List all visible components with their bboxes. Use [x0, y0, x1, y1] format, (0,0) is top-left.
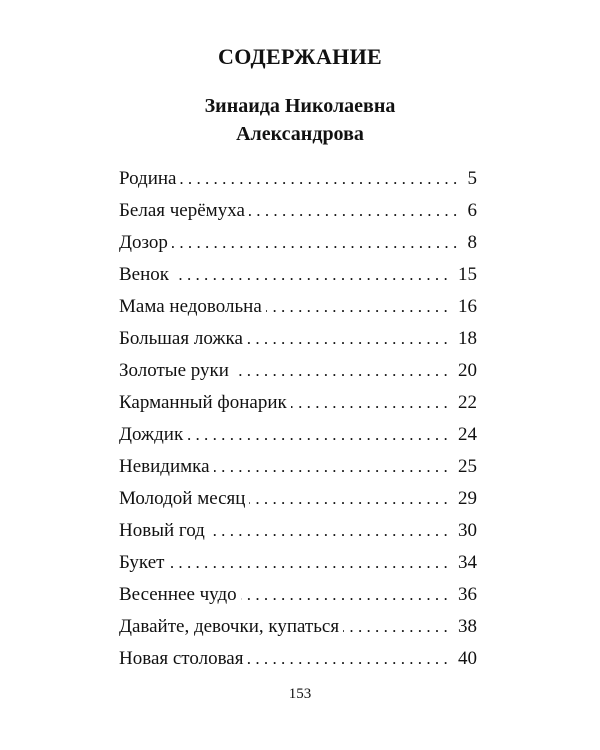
toc-entry-page: 24 [458, 424, 477, 445]
toc-entry [119, 227, 477, 259]
toc-dot-leader [241, 579, 452, 611]
toc-entry-title: Большая ложка [119, 328, 243, 349]
toc-entry-title: Венок [119, 264, 170, 285]
toc-dot-leader [172, 227, 462, 259]
toc-entry-title: Дождик [119, 424, 184, 445]
toc-entry-title: Невидимка [119, 456, 210, 477]
toc-entry-page: 38 [458, 616, 477, 637]
toc-entry-title: Родина [119, 168, 177, 189]
toc-dot-leader [209, 515, 452, 547]
toc-dot-leader [247, 643, 452, 675]
toc-entry-page: 5 [467, 168, 477, 189]
toc-entry-page: 6 [467, 200, 477, 221]
toc-entry-title: Молодой месяц [119, 488, 246, 509]
toc-dot-leader [249, 483, 452, 515]
toc-entry [119, 579, 477, 611]
toc-entry-title: Белая черёмуха [119, 200, 245, 221]
toc-entry [119, 355, 477, 387]
toc-entry [119, 483, 477, 515]
toc-entry-page: 18 [458, 328, 477, 349]
toc-entry-title: Новый год [119, 520, 205, 541]
author-name [0, 92, 600, 148]
toc-entry-title: Дозор [119, 232, 168, 253]
toc-entry [119, 611, 477, 643]
toc-entry-page: 40 [458, 648, 477, 669]
toc-entry [119, 291, 477, 323]
toc-entry-title: Золотые руки [119, 360, 229, 381]
toc-entry-title: Мама недовольна [119, 296, 262, 317]
toc-entry [119, 451, 477, 483]
author-name-line-1: Зинаида Николаевна [204, 95, 396, 117]
toc-entry [119, 515, 477, 547]
toc-entry-page: 29 [458, 488, 477, 509]
author-name-line-2: Александрова [236, 123, 364, 145]
toc-entry-page: 22 [458, 392, 477, 413]
toc-dot-leader [291, 387, 452, 419]
toc-dot-leader [247, 323, 452, 355]
toc-entry-title: Букет [119, 552, 165, 573]
toc-entry-title: Весеннее чудо [119, 584, 237, 605]
toc-entry [119, 163, 477, 195]
toc-entry-page: 30 [458, 520, 477, 541]
toc-entry-title: Давайте, девочки, купаться [119, 616, 340, 637]
toc-entry [119, 547, 477, 579]
toc-entry [119, 323, 477, 355]
toc-entry-title: Новая столовая [119, 648, 244, 669]
toc-entry [119, 195, 477, 227]
toc-entry [119, 419, 477, 451]
toc-dot-leader [168, 547, 452, 579]
toc-entry [119, 259, 477, 291]
toc-dot-leader [214, 451, 452, 483]
toc-dot-leader [187, 419, 452, 451]
toc-dot-leader [173, 259, 452, 291]
toc-entry-page: 15 [458, 264, 477, 285]
toc-entry [119, 387, 477, 419]
toc-dot-leader [233, 355, 452, 387]
toc-entry-title: Карманный фонарик [119, 392, 287, 413]
toc-entry-page: 8 [467, 232, 477, 253]
page-number: 153 [288, 686, 312, 702]
toc-entry-page: 16 [458, 296, 477, 317]
toc-entry-page: 34 [458, 552, 477, 573]
table-of-contents [119, 163, 477, 675]
toc-entry-page: 25 [458, 456, 477, 477]
toc-dot-leader [180, 163, 461, 195]
toc-dot-leader [266, 291, 452, 323]
toc-entry [119, 643, 477, 675]
contents-heading: СОДЕРЖАНИЕ [218, 44, 382, 69]
toc-entry-page: 36 [458, 584, 477, 605]
toc-entry-page: 20 [458, 360, 477, 381]
toc-dot-leader [343, 611, 452, 643]
toc-dot-leader [249, 195, 462, 227]
